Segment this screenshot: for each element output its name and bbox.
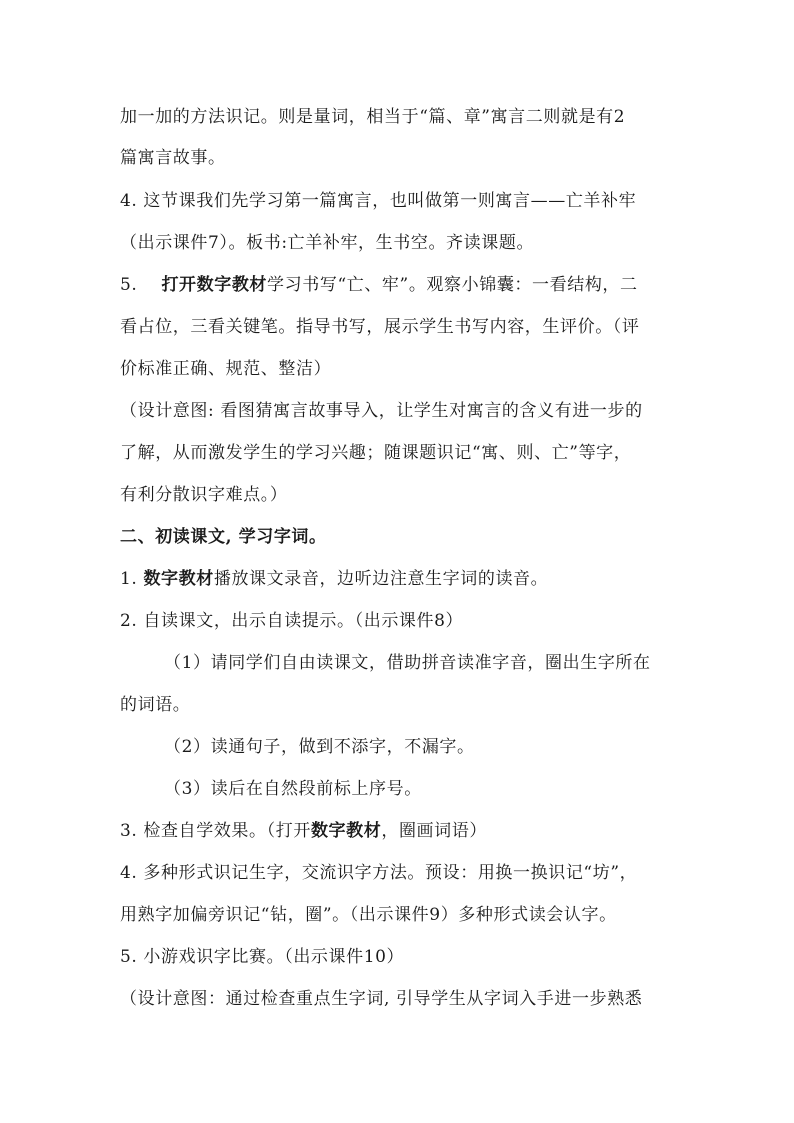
text-line — [120, 820, 487, 842]
text-line: 4. 多种形式识记生字，交流识字方法。预设：用换一换识记“坊”， — [120, 863, 638, 883]
text-line: 有利分散识字难点。） — [120, 485, 288, 505]
text-line: 2. 自读课文，出示自读提示。（出示课件8） — [120, 611, 464, 631]
text-line: （设计意图: 看图猜寓言故事导入，让学生对寓言的含义有进一步的 — [120, 401, 643, 421]
section-heading: 二、初读课文, 学习字词。 — [120, 527, 327, 547]
text-line: 价标准正确、规范、整洁） — [120, 359, 332, 379]
line-number: 1. — [120, 569, 144, 589]
text-line: 4. 这节课我们先学习第一篇寓言，也叫做第一则寓言——亡羊补牢 — [120, 191, 637, 211]
text-line: 看占位，三看关键笔。指导书写，展示学生书写内容，生评价。（评 — [120, 317, 640, 337]
text-line: （1）请同学们自由读课文，借助拼音读准字音，圈出生字所在 — [164, 653, 651, 673]
line-text: 3. 检查自学效果。（打开 — [120, 821, 311, 841]
bold-term: 数字教材 — [143, 569, 214, 589]
text-line: 的词语。 — [120, 695, 191, 715]
bold-term: 打开数字教材 — [161, 275, 268, 295]
line-text: 播放课文录音，边听边注意生字词的读音。 — [213, 569, 549, 589]
text-line — [120, 274, 638, 296]
text-line: （出示课件7）。板书:亡羊补牢，生书空。齐读课题。 — [120, 233, 535, 253]
text-line: （2）读通句子，做到不添字，不漏字。 — [164, 737, 475, 757]
text-line: 用熟字加偏旁识记“钻，圈”。（出示课件9）多种形式读会认字。 — [120, 905, 617, 925]
text-line: 篇寓言故事。 — [120, 148, 226, 168]
text-line: （3）读后在自然段前标上序号。 — [164, 779, 422, 799]
line-number: 5. — [120, 275, 162, 295]
text-line: 了解，从而激发学生的学习兴趣；随课题识记“寓、则、亡”等字， — [120, 443, 632, 463]
line-text: 学习书写“亡、牢”。观察小锦囊：一看结构，二 — [267, 275, 638, 295]
text-line — [120, 568, 548, 590]
text-line: 加一加的方法识记。则是量词，相当于“篇、章”寓言二则就是有2 — [120, 107, 626, 127]
text-line: 5. 小游戏识字比赛。（出示课件10） — [120, 947, 405, 967]
bold-term: 数字教材 — [310, 821, 382, 841]
line-text: ，圈画词语） — [381, 821, 487, 841]
text-line: （设计意图：通过检查重点生字词, 引导学生从字词入手进一步熟悉 — [120, 989, 643, 1009]
